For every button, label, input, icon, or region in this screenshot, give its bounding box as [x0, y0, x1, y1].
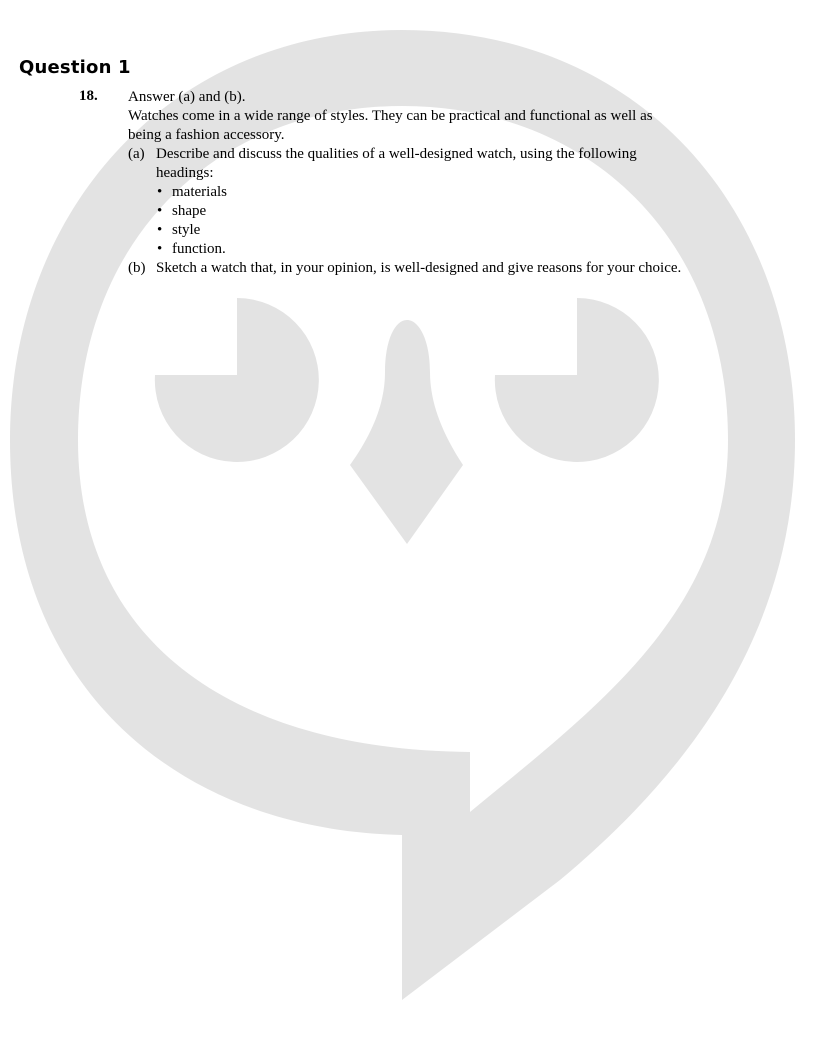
list-item	[156, 240, 768, 259]
bullet-icon: •	[157, 184, 163, 200]
part-a-text-line-2: headings:	[156, 165, 214, 181]
section-title: Question 1	[19, 57, 131, 78]
question-intro-line-2: being a fashion accessory.	[128, 127, 285, 143]
list-item-text: function.	[172, 241, 226, 257]
headings-list	[156, 183, 768, 259]
list-item	[156, 183, 768, 202]
list-item-text: shape	[172, 203, 207, 219]
bullet-icon: •	[157, 222, 163, 238]
part-b-label: (b)	[128, 260, 146, 276]
question-body	[128, 88, 768, 278]
part-a	[128, 145, 768, 259]
part-a-text-line-1: Describe and discuss the qualities of a well-designed watch, using the following	[156, 146, 637, 162]
list-item	[156, 221, 768, 240]
question-number: 18.	[79, 88, 98, 104]
list-item-text: style	[172, 222, 201, 238]
list-item	[156, 202, 768, 221]
bullet-icon: •	[157, 203, 163, 219]
part-b-text: Sketch a watch that, in your opinion, is well-designed and give reasons for your choice.	[156, 260, 682, 276]
list-item-text: materials	[172, 184, 227, 200]
bullet-icon: •	[157, 241, 163, 257]
question-instruction: Answer (a) and (b).	[128, 89, 246, 105]
part-a-label: (a)	[128, 146, 145, 162]
part-b	[128, 259, 768, 278]
question-intro-line-1: Watches come in a wide range of styles. They can be practical and functional as well as	[128, 108, 653, 124]
